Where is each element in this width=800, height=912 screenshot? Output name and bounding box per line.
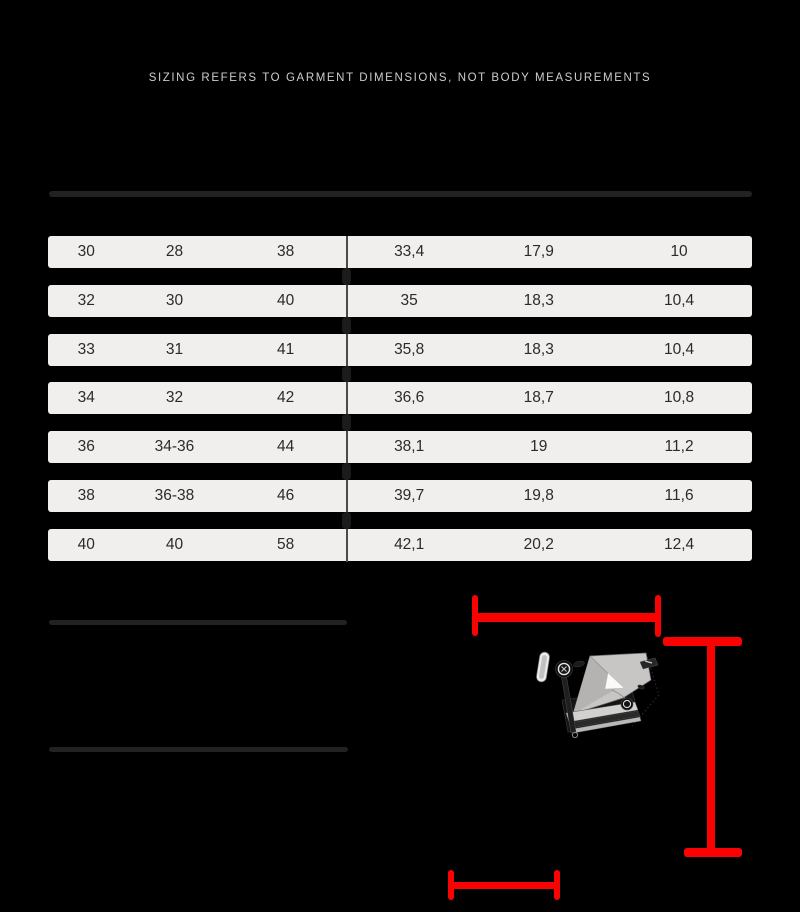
divider-joint bbox=[342, 463, 351, 480]
measurement-columns-group bbox=[347, 285, 752, 317]
size-table bbox=[48, 236, 752, 578]
table-cell: 34-36 bbox=[154, 438, 195, 456]
table-cell: 32 bbox=[77, 291, 95, 309]
divider-joint bbox=[342, 268, 351, 285]
table-cell: 39,7 bbox=[394, 486, 425, 504]
table-cell: 10,8 bbox=[663, 389, 695, 407]
table-cell: 36-38 bbox=[154, 486, 195, 504]
table-row bbox=[48, 382, 752, 414]
measurement-columns-group bbox=[347, 236, 752, 268]
table-cell: 20,2 bbox=[523, 535, 554, 553]
size-columns-group bbox=[48, 480, 347, 512]
divider-joint bbox=[342, 317, 351, 334]
table-cell: 58 bbox=[277, 535, 295, 553]
table-cell: 40 bbox=[277, 291, 295, 309]
table-cell: 11,6 bbox=[664, 486, 694, 504]
table-cell: 38,1 bbox=[394, 438, 425, 456]
width-dimension-line bbox=[475, 613, 661, 622]
table-cell: 44 bbox=[277, 438, 295, 456]
table-cell: 19,8 bbox=[523, 486, 554, 504]
size-columns-group bbox=[48, 334, 347, 366]
hem-width-dimension-line bbox=[450, 882, 560, 889]
table-cell: 28 bbox=[165, 243, 184, 260]
size-columns-group bbox=[48, 236, 347, 268]
hem-dimension-left-cap bbox=[448, 870, 454, 900]
garment-illustration-icon bbox=[528, 640, 660, 740]
divider-joint bbox=[342, 366, 351, 383]
sizing-note: SIZING REFERS TO GARMENT DIMENSIONS, NOT BODY MEASUREMENTS bbox=[148, 72, 652, 84]
table-row bbox=[48, 480, 752, 512]
size-columns-group bbox=[48, 382, 347, 414]
table-cell: 42,1 bbox=[394, 535, 425, 553]
divider-joint bbox=[342, 512, 351, 529]
table-cell: 33 bbox=[77, 340, 95, 358]
length-dimension-line bbox=[707, 637, 715, 856]
table-cell: 30 bbox=[77, 243, 95, 260]
table-cell: 10,4 bbox=[663, 340, 695, 358]
table-cell: 11,2 bbox=[664, 438, 694, 456]
length-dimension-bottom-cap bbox=[684, 848, 742, 857]
table-row bbox=[48, 285, 752, 317]
table-cell: 17,9 bbox=[523, 243, 554, 260]
table-row bbox=[48, 529, 752, 561]
table-cell: 19 bbox=[530, 438, 548, 456]
table-cell: 40 bbox=[165, 535, 184, 553]
table-cell: 33,4 bbox=[394, 243, 425, 260]
header-separator-bar bbox=[49, 191, 752, 197]
hem-dimension-right-cap bbox=[554, 870, 560, 900]
measurement-columns-group bbox=[347, 529, 752, 561]
table-cell: 31 bbox=[165, 340, 184, 358]
table-cell: 46 bbox=[277, 486, 295, 504]
length-dimension-top-cap bbox=[663, 637, 742, 646]
table-cell: 18,7 bbox=[523, 389, 554, 407]
legend-separator-bar-1 bbox=[49, 620, 347, 625]
table-cell: 36 bbox=[77, 438, 95, 456]
table-cell: 10,4 bbox=[663, 291, 695, 309]
size-columns-group bbox=[48, 529, 347, 561]
divider-joint bbox=[342, 414, 351, 431]
table-row bbox=[48, 431, 752, 463]
measurement-columns-group bbox=[347, 334, 752, 366]
size-columns-group bbox=[48, 431, 347, 463]
table-cell: 35,8 bbox=[394, 340, 425, 358]
width-dimension-left-cap bbox=[472, 595, 478, 636]
measurement-columns-group bbox=[347, 431, 752, 463]
table-cell: 18,3 bbox=[523, 340, 554, 358]
legend-separator-bar-2 bbox=[49, 747, 348, 752]
measurement-columns-group bbox=[347, 480, 752, 512]
table-cell: 40 bbox=[77, 535, 95, 553]
table-cell: 42 bbox=[277, 389, 295, 407]
size-columns-group bbox=[48, 285, 347, 317]
table-cell: 32 bbox=[165, 389, 184, 407]
table-cell: 12,4 bbox=[663, 535, 695, 553]
table-cell: 36,6 bbox=[394, 389, 425, 407]
measurement-columns-group bbox=[347, 382, 752, 414]
table-cell: 34 bbox=[77, 389, 95, 407]
table-cell: 30 bbox=[165, 291, 184, 309]
table-cell: 41 bbox=[277, 340, 295, 358]
table-row bbox=[48, 334, 752, 366]
table-row bbox=[48, 236, 752, 268]
width-dimension-right-cap bbox=[655, 595, 661, 637]
table-cell: 38 bbox=[77, 486, 95, 504]
table-cell: 38 bbox=[277, 243, 295, 260]
table-cell: 10 bbox=[670, 243, 688, 260]
table-cell: 35 bbox=[400, 291, 418, 309]
table-cell: 18,3 bbox=[523, 291, 554, 309]
